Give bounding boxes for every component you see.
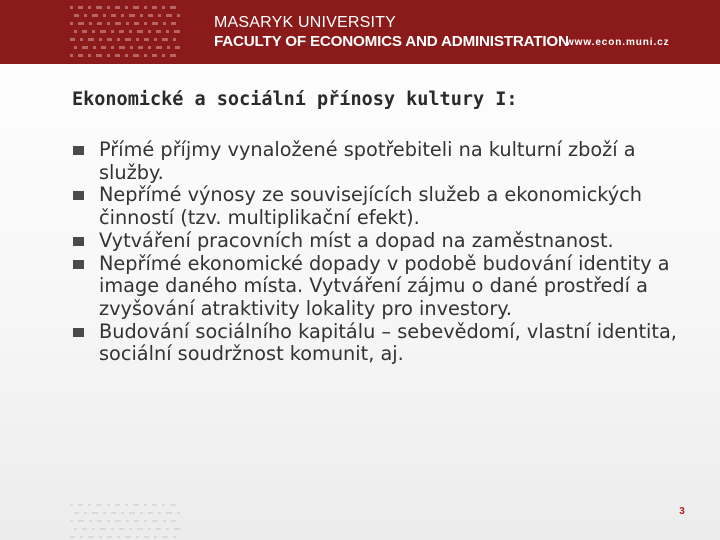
page-number: 3: [679, 506, 685, 517]
bullet-text: Budování sociálního kapitálu – sebevědomí, vlastní identita, sociální soudržnost komunit, aj.: [99, 319, 677, 366]
footer-decorative-pattern: [64, 500, 194, 540]
faculty-name: FACULTY OF ECONOMICS AND ADMINISTRATION: [214, 33, 569, 50]
bullet-item: [72, 184, 702, 229]
bullet-text: Přímé příjmy vynaložené spotřebiteli na kulturní zboží a služby.: [99, 138, 636, 184]
bullet-item: [72, 253, 702, 321]
bullet-text: Nepřímé výnosy ze souvisejících služeb a ekonomických činností (tzv. multiplikační efekt).: [99, 183, 643, 230]
square-bullet-icon: [73, 191, 84, 200]
square-bullet-icon: [73, 237, 84, 246]
bullet-text: Nepřímé ekonomické dopady v podobě budování identity a image daného místa. Vytváření zájmu o dané prostředí a zvyšování atraktivity lokality pro investory.: [99, 251, 670, 320]
university-name: MASARYK UNIVERSITY: [214, 14, 397, 31]
header-bar: [0, 0, 720, 64]
bullet-list: [72, 139, 702, 366]
bullet-item: [72, 321, 702, 366]
slide-title: Ekonomické a sociální přínosy kultury I:: [72, 89, 518, 110]
website-url: www.econ.muni.cz: [566, 37, 670, 48]
square-bullet-icon: [73, 328, 84, 337]
square-bullet-icon: [73, 146, 84, 155]
bullet-text: Vytváření pracovních míst a dopad na zaměstnanost.: [99, 228, 614, 252]
bullet-item: [72, 139, 702, 184]
bullet-item: [72, 230, 702, 253]
square-bullet-icon: [73, 260, 84, 269]
university-logo-pattern: [64, 0, 194, 64]
